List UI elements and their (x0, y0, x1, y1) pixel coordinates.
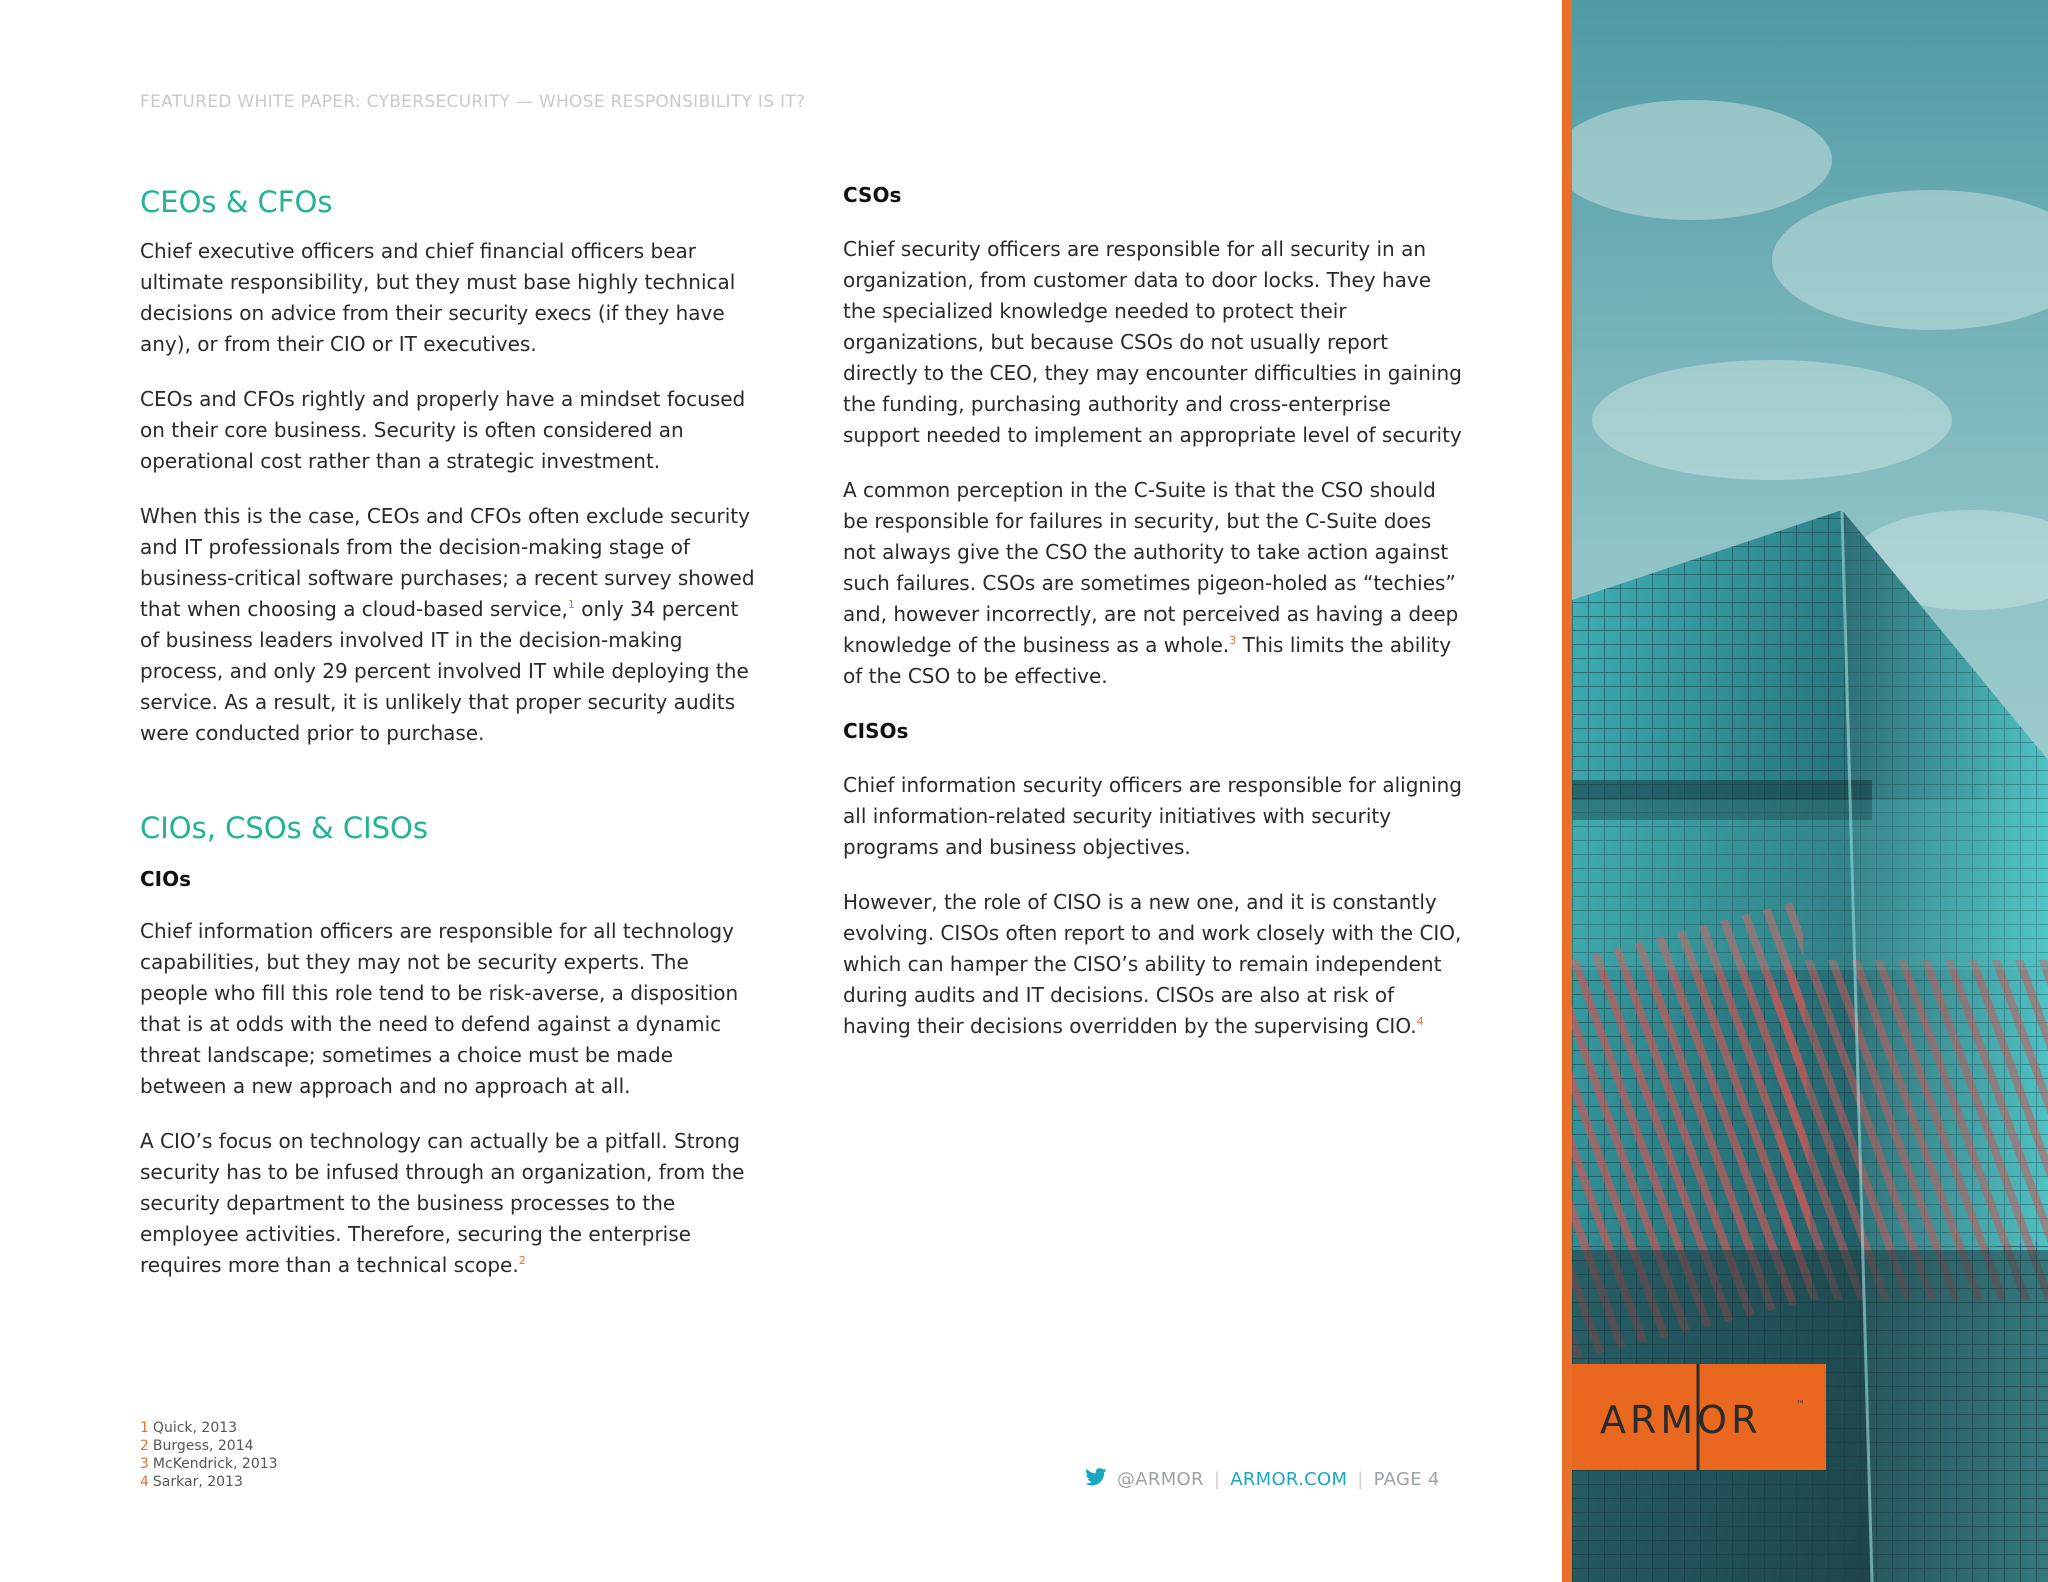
footnote-ref: 4 (1416, 1015, 1424, 1028)
footnote-number: 3 (140, 1456, 149, 1472)
paragraph (843, 475, 1463, 692)
footnote-item (140, 1455, 278, 1473)
footnote-text: McKendrick, 2013 (152, 1456, 278, 1472)
paragraph (140, 501, 760, 749)
footer-separator: | (1357, 1469, 1364, 1490)
footer-separator: | (1213, 1469, 1221, 1490)
running-title: FEATURED WHITE PAPER: CYBERSECURITY — WHOSE RESPONSIBILITY IS IT? (140, 92, 806, 112)
logo-trademark: ™ (1796, 1400, 1805, 1410)
section-cios-csos-cisos (140, 808, 760, 1281)
paragraph (843, 887, 1463, 1042)
footnotes (140, 1419, 278, 1491)
building-photo (1572, 0, 2048, 1582)
twitter-bird-icon[interactable] (1085, 1468, 1107, 1491)
page-footer (1085, 1468, 1440, 1491)
footnote-number: 4 (140, 1474, 149, 1490)
footnote-text: Sarkar, 2013 (152, 1474, 243, 1490)
section-csos-cisos (843, 180, 1463, 1042)
logo-wordmark: ARMOR (1600, 1398, 1762, 1442)
footnote-ref: 1 (567, 598, 575, 611)
footnote-ref: 3 (1229, 634, 1237, 647)
section-heading-ceos-cfos: CEOs & CFOs (140, 185, 333, 219)
paragraph-text: only 34 percent of business leaders involved IT in the decision-making process, and only 29 percent involved IT while deploying the service. As a result, it is unlikely that proper security audits were conducted prior to purchase. (140, 597, 749, 745)
paragraph-text: A common perception in the C-Suite is that the CSO should be responsible for failures in security, but the C-Suite does not always give the CSO the authority to take action against such failures. CSOs are sometimes pigeon-holed as “techies” and, however incorrectly, are not perceived as having a deep knowledge of the business as a whole. (843, 478, 1459, 657)
footnote-item (140, 1419, 278, 1437)
footnote-number: 1 (140, 1420, 149, 1436)
footnote-text: Quick, 2013 (152, 1420, 238, 1436)
footnote-item (140, 1473, 278, 1491)
paragraph: CEOs and CFOs rightly and properly have a mindset focused on their core business. Security is often considered an operational cost rather than a strategic investment. (140, 387, 746, 473)
footnote-ref: 2 (518, 1254, 526, 1267)
armor-logo[interactable] (1572, 1364, 1826, 1470)
paragraph-text: However, the role of CISO is a new one, and it is constantly evolving. CISOs often report to and work closely with the CIO, which can hamper the CISO’s ability to remain independent during audits and IT decisions. CISOs are also at risk of having their decisions overridden by the supervising CIO. (843, 890, 1462, 1038)
twitter-handle[interactable]: @ARMOR (1117, 1469, 1204, 1490)
section-ceos-cfos (140, 180, 760, 749)
footnote-item (140, 1437, 278, 1455)
paragraph-text: This limits the ability of the CSO to be effective. (843, 633, 1452, 688)
subheading-csos: CSOs (843, 183, 902, 207)
section-heading-cios-csos-cisos: CIOs, CSOs & CISOs (140, 811, 428, 845)
paragraph: Chief executive officers and chief financial officers bear ultimate responsibility, but they must base highly technical decisions on advice from their security execs (if they have any), or from their CIO or IT executives. (140, 239, 736, 356)
subheading-cisos: CISOs (843, 719, 909, 743)
paragraph: Chief information security officers are responsible for aligning all information-related security initiatives with security programs and business objectives. (843, 773, 1463, 859)
subheading-cios: CIOs (140, 867, 192, 891)
paragraph (140, 1126, 760, 1281)
paragraph: Chief security officers are responsible for all security in an organization, from customer data to door locks. They have the specialized knowledge needed to protect their organizations, but because CSOs do not usually report directly to the CEO, they may encounter difficulties in gaining the funding, purchasing authority and cross-enterprise support needed to implement an appropriate level of security (843, 237, 1462, 447)
footnote-text: Burgess, 2014 (152, 1438, 254, 1454)
page-number: PAGE 4 (1373, 1469, 1440, 1490)
accent-bar (1562, 0, 1572, 1582)
paragraph-text: A CIO’s focus on technology can actually be a pitfall. Strong security has to be infused through an organization, from the security department to the business processes to the employee activities. Therefore, securing the enterprise requires more than a technical scope. (140, 1129, 745, 1277)
footnote-number: 2 (140, 1438, 149, 1454)
paragraph: Chief information officers are responsible for all technology capabilities, but they may not be security experts. The people who fill this role tend to be risk-averse, a disposition that is at odds with the need to defend against a dynamic threat landscape; sometimes a choice must be made between a new approach and no approach at all. (140, 919, 739, 1098)
paragraph-text: When this is the case, CEOs and CFOs often exclude security and IT professionals from the decision-making stage of business-critical software purchases; a recent survey showed that when choosing a cloud-based service, (140, 504, 755, 621)
website-link[interactable]: ARMOR.COM (1230, 1469, 1348, 1490)
